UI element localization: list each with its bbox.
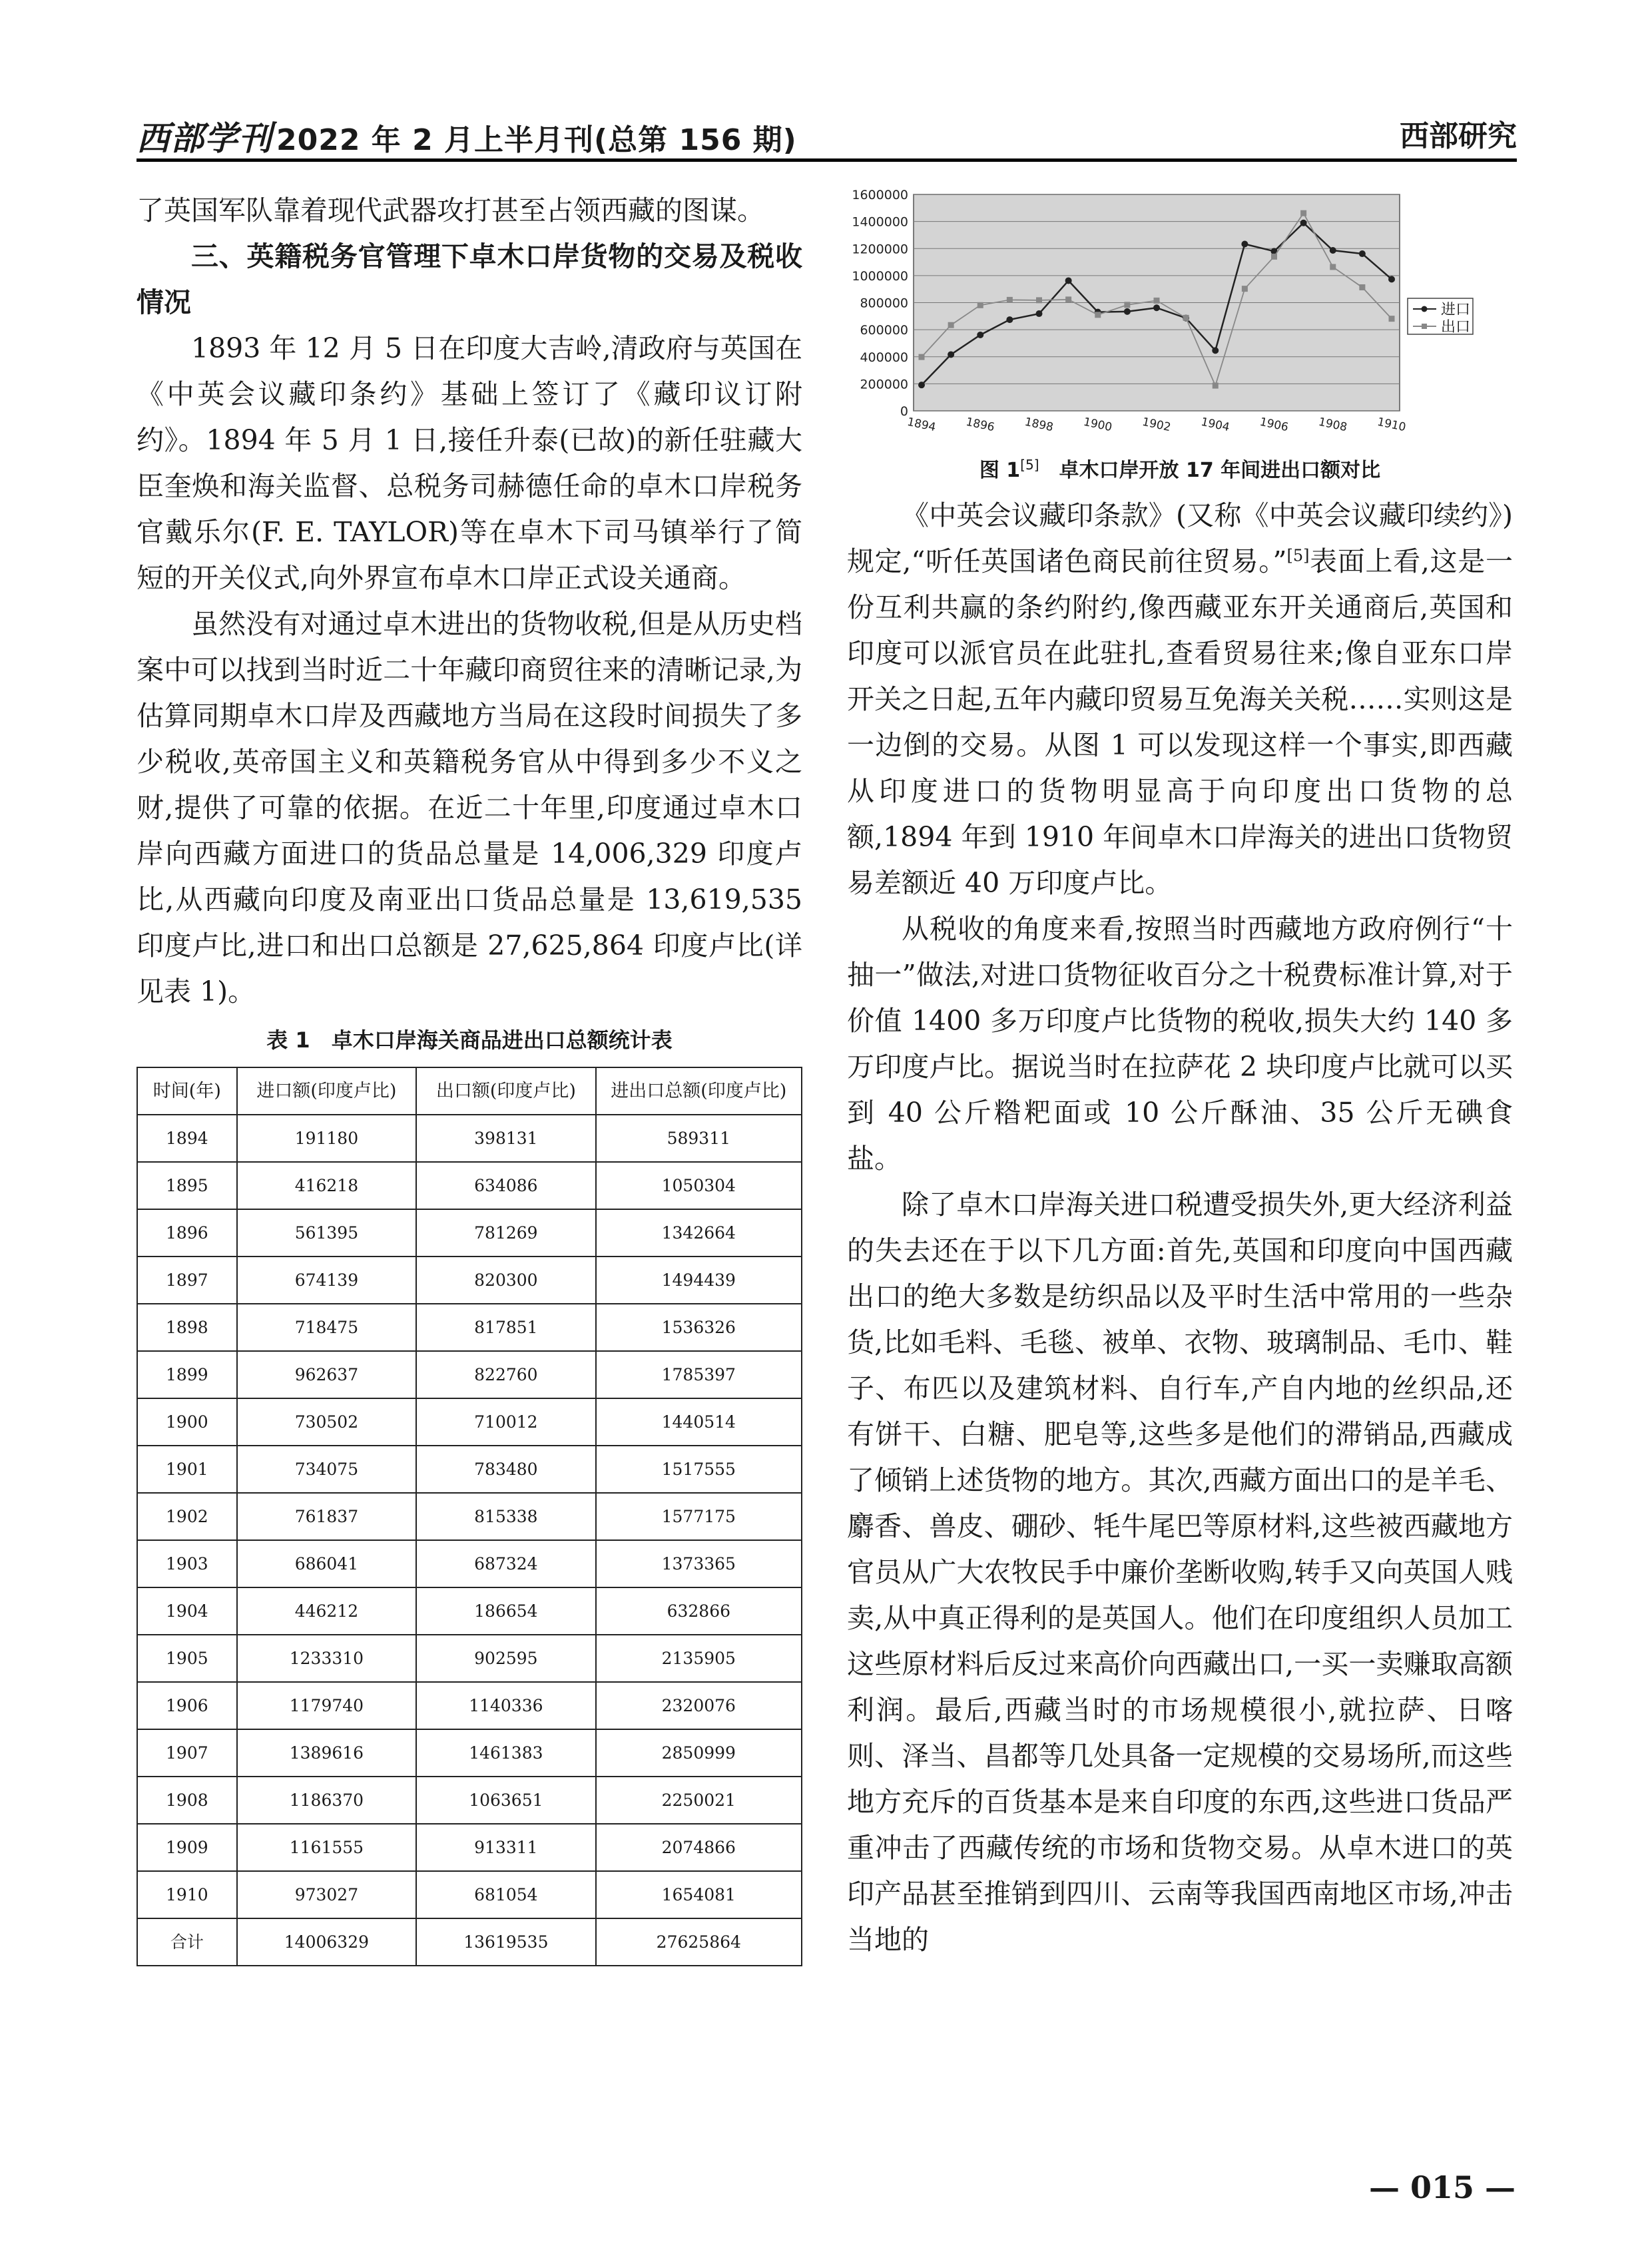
table-cell: 1440514 — [596, 1398, 802, 1446]
table-body — [137, 1115, 802, 1966]
table-row — [137, 1777, 802, 1824]
x-tick-label: 1906 — [1258, 415, 1290, 435]
table-cell: 913311 — [416, 1824, 595, 1871]
table-cell: 398131 — [416, 1115, 595, 1162]
citation-ref: [5] — [1286, 546, 1310, 565]
x-tick-label: 1908 — [1317, 415, 1348, 435]
table-header-cell: 出口额(印度卢比) — [416, 1067, 595, 1115]
table-cell: 1910 — [137, 1871, 237, 1918]
trade-table — [137, 1067, 802, 1966]
table-cell: 817851 — [416, 1304, 595, 1351]
table-cell: 1063651 — [416, 1777, 595, 1824]
table-header-cell: 时间(年) — [137, 1067, 237, 1115]
table-cell: 1900 — [137, 1398, 237, 1446]
data-point — [1359, 284, 1365, 290]
table-cell: 632866 — [596, 1587, 802, 1635]
paragraph: 除了卓木口岸海关进口税遭受损失外,更大经济利益的失去还在于以下几方面:首先,英国和印度向中国西藏出口的绝大多数是纺织品以及平时生活中常用的一些杂货,比如毛料、毛毯、被单、衣物、玻璃制品、毛巾、鞋子、布匹以及建筑材料、自行车,产自内地的丝织品,还有饼干、白糖、肥皂等,这些多是他们的滞销品,西藏成了倾销上述货物的地方。其次,西藏方面出口的是羊毛、麝香、兽皮、硼砂、牦牛尾巴等原材料,这些被西藏地方官员从广大农牧民手中廉价垄断收购,转手又向英国人贱卖,从中真正得利的是英国人。他们在印度组织人员加工这些原材料后反过来高价向西藏出口,一买一卖赚取高额利润。最后,西藏当时的市场规模很小,就拉萨、日喀则、泽当、昌都等几处具备一定规模的交易场所,而这些地方充斥的百货基本是来自印度的东西,这些进口货品严重冲击了西藏传统的市场和货物交易。从卓木进口的英印产品甚至推销到四川、云南等我国西南地区市场,冲击当地的 — [847, 1189, 1513, 1956]
data-point — [1330, 264, 1336, 270]
table-cell: 686041 — [237, 1540, 416, 1587]
section-name: 西部研究 — [1400, 119, 1517, 153]
table-cell: 1904 — [137, 1587, 237, 1635]
table-header-cell: 进口额(印度卢比) — [237, 1067, 416, 1115]
data-point — [1271, 254, 1277, 260]
header-rule — [137, 158, 1517, 162]
paragraph: 了英国军队靠着现代武器攻打甚至占领西藏的图谋。 — [137, 194, 764, 226]
data-point — [1036, 310, 1043, 317]
table-cell: 2250021 — [596, 1777, 802, 1824]
data-point — [1154, 298, 1160, 304]
y-tick-label: 1600000 — [852, 188, 908, 202]
table-cell: 634086 — [416, 1162, 595, 1209]
table-cell: 783480 — [416, 1446, 595, 1493]
table-cell: 681054 — [416, 1871, 595, 1918]
journal-header — [137, 112, 797, 160]
table-cell: 710012 — [416, 1398, 595, 1446]
table-cell: 27625864 — [596, 1918, 802, 1966]
paragraph — [847, 493, 1513, 906]
table-row — [137, 1209, 802, 1257]
figure-title: 卓木口岸开放 17 年间进出口额对比 — [1039, 459, 1381, 482]
data-point — [1242, 286, 1248, 292]
table-cell: 14006329 — [237, 1918, 416, 1966]
table-cell: 446212 — [237, 1587, 416, 1635]
table-cell: 1577175 — [596, 1493, 802, 1540]
table-row — [137, 1635, 802, 1682]
paragraph: 从税收的角度来看,按照当时西藏地方政府例行“十抽一”做法,对进口货物征收百分之十税费标准计算,对于价值 1400 多万印度卢比货物的税收,损失大约 140 多万印度卢比。据说当时在拉萨花 2 块印度卢比就可以买到 40 公斤糌粑面或 10 公斤酥油、35 公斤无碘食盐。 — [847, 913, 1513, 1175]
x-tick-label: 1904 — [1199, 415, 1231, 435]
table-cell: 1903 — [137, 1540, 237, 1587]
table-cell: 416218 — [237, 1162, 416, 1209]
table-cell: 191180 — [237, 1115, 416, 1162]
table-cell: 2320076 — [596, 1682, 802, 1729]
table-row — [137, 1682, 802, 1729]
legend-label: 进口 — [1441, 302, 1471, 318]
table-cell: 1899 — [137, 1351, 237, 1398]
table-cell: 730502 — [237, 1398, 416, 1446]
table-row — [137, 1871, 802, 1918]
data-point — [1359, 250, 1366, 257]
table-cell: 1898 — [137, 1304, 237, 1351]
page-number: — 015 — — [1368, 2169, 1515, 2205]
paragraph-text: 表面上看,这是一份互利共赢的条约附约,像西藏亚东开关通商后,英国和印度可以派官员在此驻扎,查看贸易往来;像自亚东口岸开关之日起,五年内藏印贸易互免海关关税……实则这是一边倒的交易。从图 1 可以发现这样一个事实,即西藏从印度进口的货物明显高于向印度出口货物的总额,1894 年到 1910 年间卓木口岸海关的进出口货物贸易差额近 40 万印度卢比。 — [847, 545, 1513, 899]
table-cell: 815338 — [416, 1493, 595, 1540]
table-cell: 687324 — [416, 1540, 595, 1587]
table-cell: 1785397 — [596, 1351, 802, 1398]
data-point — [1065, 277, 1072, 284]
y-tick-label: 400000 — [860, 350, 908, 365]
table-cell: 902595 — [416, 1635, 595, 1682]
data-point — [1388, 276, 1395, 282]
table-cell: 1389616 — [237, 1729, 416, 1777]
journal-logo: 西部学刊 — [137, 119, 272, 158]
data-point — [948, 351, 954, 358]
data-point — [948, 322, 954, 328]
table-cell: 589311 — [596, 1115, 802, 1162]
y-tick-label: 600000 — [860, 323, 908, 338]
table-cell: 1905 — [137, 1635, 237, 1682]
paragraph-text: 《中英会议藏印条款》(又称《中英会议藏印续约》)规定,“听任英国诸色商民前往贸易。” — [847, 499, 1513, 577]
table-cell: 820300 — [416, 1257, 595, 1304]
table-row — [137, 1493, 802, 1540]
paragraph: 虽然没有对通过卓木进出的货物收税,但是从历史档案中可以找到当时近二十年藏印商贸往来的清晰记录,为估算同期卓木口岸及西藏地方当局在这段时间损失了多少税收,英帝国主义和英籍税务官从中得到多少不义之财,提供了可靠的依据。在近二十年里,印度通过卓木口岸向西藏方面进口的货品总量是 14,006,329 印度卢比,从西藏向印度及南亚出口货品总量是 13,619,535 印度卢比,进口和出口总额是 27,625,864 印度卢比(详见表 1)。 — [137, 608, 802, 1007]
table-cell: 1179740 — [237, 1682, 416, 1729]
table-cell: 973027 — [237, 1871, 416, 1918]
table-cell: 781269 — [416, 1209, 595, 1257]
data-point — [1095, 312, 1101, 318]
section-heading: 三、英籍税务官管理下卓木口岸货物的交易及税收情况 — [137, 240, 802, 318]
table-row — [137, 1824, 802, 1871]
table-cell: 674139 — [237, 1257, 416, 1304]
table-row — [137, 1257, 802, 1304]
table-header-row — [137, 1067, 802, 1115]
figure-label: 图 1 — [979, 459, 1021, 482]
table-caption: 表 1 卓木口岸海关商品进出口总额统计表 — [266, 1027, 673, 1053]
table-cell: 合计 — [137, 1918, 237, 1966]
data-point — [1330, 247, 1336, 254]
table-cell: 1186370 — [237, 1777, 416, 1824]
data-point — [1183, 315, 1189, 321]
x-tick-label: 1898 — [1023, 415, 1055, 435]
x-tick-label: 1896 — [964, 415, 996, 435]
table-row — [137, 1115, 802, 1162]
issue-info: 2022 年 2 月上半月刊(总第 156 期) — [276, 123, 797, 157]
table-cell: 2135905 — [596, 1635, 802, 1682]
table-cell: 734075 — [237, 1446, 416, 1493]
data-point — [977, 332, 983, 338]
y-tick-label: 0 — [900, 404, 908, 419]
data-point — [1124, 308, 1131, 315]
table-row — [137, 1540, 802, 1587]
data-point — [918, 382, 925, 388]
table-row — [137, 1162, 802, 1209]
table-cell: 13619535 — [416, 1918, 595, 1966]
paragraph: 1893 年 12 月 5 日在印度大吉岭,清政府与英国在《中英会议藏印条约》基础上签订了《藏印议订附约》。1894 年 5 月 1 日,接任升泰(已故)的新任驻藏大臣奎焕和海关监督、总税务司赫德任命的卓木口岸税务官戴乐尔(F. E. TAYLOR)等在卓木下司马镇举行了简短的开关仪式,向外界宣布卓木口岸正式设关通商。 — [137, 332, 802, 594]
data-point — [1213, 383, 1219, 389]
data-point — [1006, 316, 1013, 323]
table-cell: 186654 — [416, 1587, 595, 1635]
data-point — [1065, 296, 1071, 302]
x-tick-label: 1910 — [1376, 415, 1408, 435]
data-point — [1300, 220, 1307, 226]
data-point — [1212, 347, 1219, 354]
table-cell: 822760 — [416, 1351, 595, 1398]
table-row — [137, 1587, 802, 1635]
x-tick-label: 1900 — [1082, 415, 1113, 435]
data-point — [1241, 240, 1248, 247]
legend-marker — [1422, 306, 1428, 312]
table-cell: 1233310 — [237, 1635, 416, 1682]
table-cell: 1161555 — [237, 1824, 416, 1871]
table-cell: 1895 — [137, 1162, 237, 1209]
table-cell: 962637 — [237, 1351, 416, 1398]
table-cell: 2850999 — [596, 1729, 802, 1777]
table-cell: 718475 — [237, 1304, 416, 1351]
table-cell: 1494439 — [596, 1257, 802, 1304]
table-cell: 1140336 — [416, 1682, 595, 1729]
table-cell: 1908 — [137, 1777, 237, 1824]
table-row — [137, 1918, 802, 1966]
table-cell: 561395 — [237, 1209, 416, 1257]
table-cell: 1536326 — [596, 1304, 802, 1351]
table-cell: 1901 — [137, 1446, 237, 1493]
table-cell: 1894 — [137, 1115, 237, 1162]
table-row — [137, 1729, 802, 1777]
table-cell: 1342664 — [596, 1209, 802, 1257]
data-point — [1036, 297, 1042, 303]
y-tick-label: 800000 — [860, 296, 908, 311]
table-cell: 1050304 — [596, 1162, 802, 1209]
table-cell: 1897 — [137, 1257, 237, 1304]
table-header-cell: 进出口总额(印度卢比) — [596, 1067, 802, 1115]
figure-ref: [5] — [1020, 457, 1039, 473]
table-row — [137, 1446, 802, 1493]
table-cell: 1909 — [137, 1824, 237, 1871]
table-cell: 1461383 — [416, 1729, 595, 1777]
table-cell: 1654081 — [596, 1871, 802, 1918]
legend-label: 出口 — [1441, 319, 1471, 336]
y-tick-label: 1000000 — [852, 268, 908, 284]
table-row — [137, 1351, 802, 1398]
right-column — [847, 493, 1513, 1963]
table-cell: 1517555 — [596, 1446, 802, 1493]
table-cell: 1896 — [137, 1209, 237, 1257]
data-point — [1389, 316, 1395, 322]
table-cell: 761837 — [237, 1493, 416, 1540]
table-row — [137, 1304, 802, 1351]
data-point — [1007, 297, 1013, 303]
data-point — [1153, 304, 1160, 311]
left-column — [137, 188, 802, 1966]
table-row — [137, 1398, 802, 1446]
table-cell: 1373365 — [596, 1540, 802, 1587]
data-point — [1300, 210, 1306, 216]
y-tick-label: 1200000 — [852, 242, 908, 257]
y-tick-label: 200000 — [860, 377, 908, 392]
x-tick-label: 1902 — [1141, 415, 1173, 435]
figure-caption — [847, 450, 1513, 485]
legend-marker — [1422, 324, 1427, 329]
trade-chart — [847, 188, 1513, 446]
y-tick-label: 1400000 — [852, 214, 908, 230]
x-tick-label: 1894 — [906, 415, 938, 435]
table-cell: 1906 — [137, 1682, 237, 1729]
table-cell: 1902 — [137, 1493, 237, 1540]
table-cell: 1907 — [137, 1729, 237, 1777]
table-cell: 2074866 — [596, 1824, 802, 1871]
data-point — [919, 354, 925, 360]
data-point — [977, 302, 983, 308]
data-point — [1124, 302, 1130, 308]
